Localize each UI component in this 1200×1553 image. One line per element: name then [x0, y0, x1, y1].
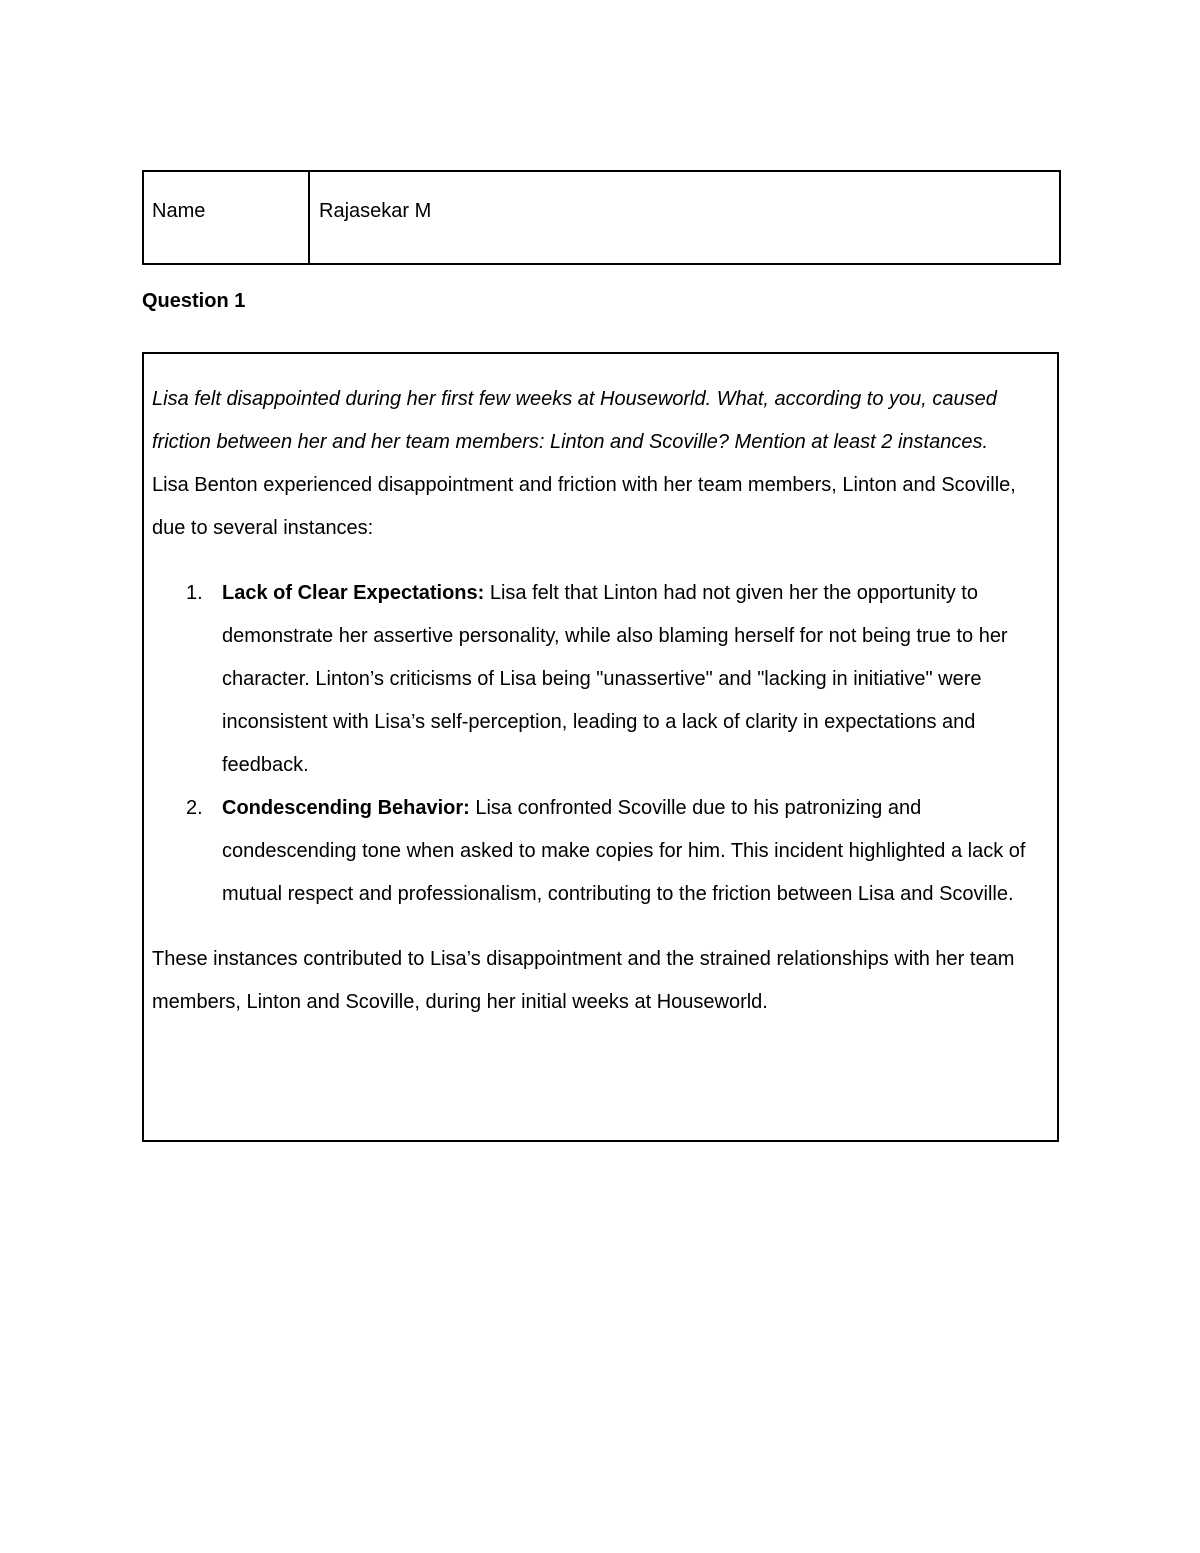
instance-title: Condescending Behavior:	[222, 797, 470, 819]
name-table	[142, 170, 1061, 265]
answer-conclusion: These instances contributed to Lisa’s disappointment and the strained relationships with her team members, Linton and Scoville, during her initial weeks at Houseworld.	[152, 948, 1015, 1013]
instance-number: 2.	[186, 797, 203, 819]
instance-text: Lisa confronted Scoville due to his patronizing and condescending tone when asked to make copies for him. This incident highlighted a lack of mutual respect and professionalism, contributing to the friction between Lisa and Scoville.	[222, 797, 1026, 905]
name-label: Name	[144, 172, 310, 263]
instance-list	[152, 572, 1041, 916]
question-prompt: Lisa felt disappointed during her first few weeks at Houseworld. What, according to you, caused friction between her and her team members: Linton and Scoville? Mention at least 2 instances.	[152, 388, 997, 453]
answer-box	[142, 352, 1059, 1142]
instance-item-2	[152, 787, 1041, 916]
instance-item-1	[152, 572, 1041, 787]
name-value: Rajasekar M	[319, 200, 432, 222]
instance-title: Lack of Clear Expectations:	[222, 582, 485, 604]
instance-number: 1.	[186, 582, 203, 604]
question-heading: Question 1	[142, 290, 246, 312]
instance-text: Lisa felt that Linton had not given her the opportunity to demonstrate her assertive personality, while also blaming herself for not being true to her character. Linton’s criticisms of Lisa being "unassertive" and "lacking in initiative" were inconsistent with Lisa’s self-perception, leading to a lack of clarity in expectations and feedback.	[222, 582, 1008, 776]
answer-intro: Lisa Benton experienced disappointment and friction with her team members, Linton and Scoville, due to several instances:	[152, 474, 1016, 539]
